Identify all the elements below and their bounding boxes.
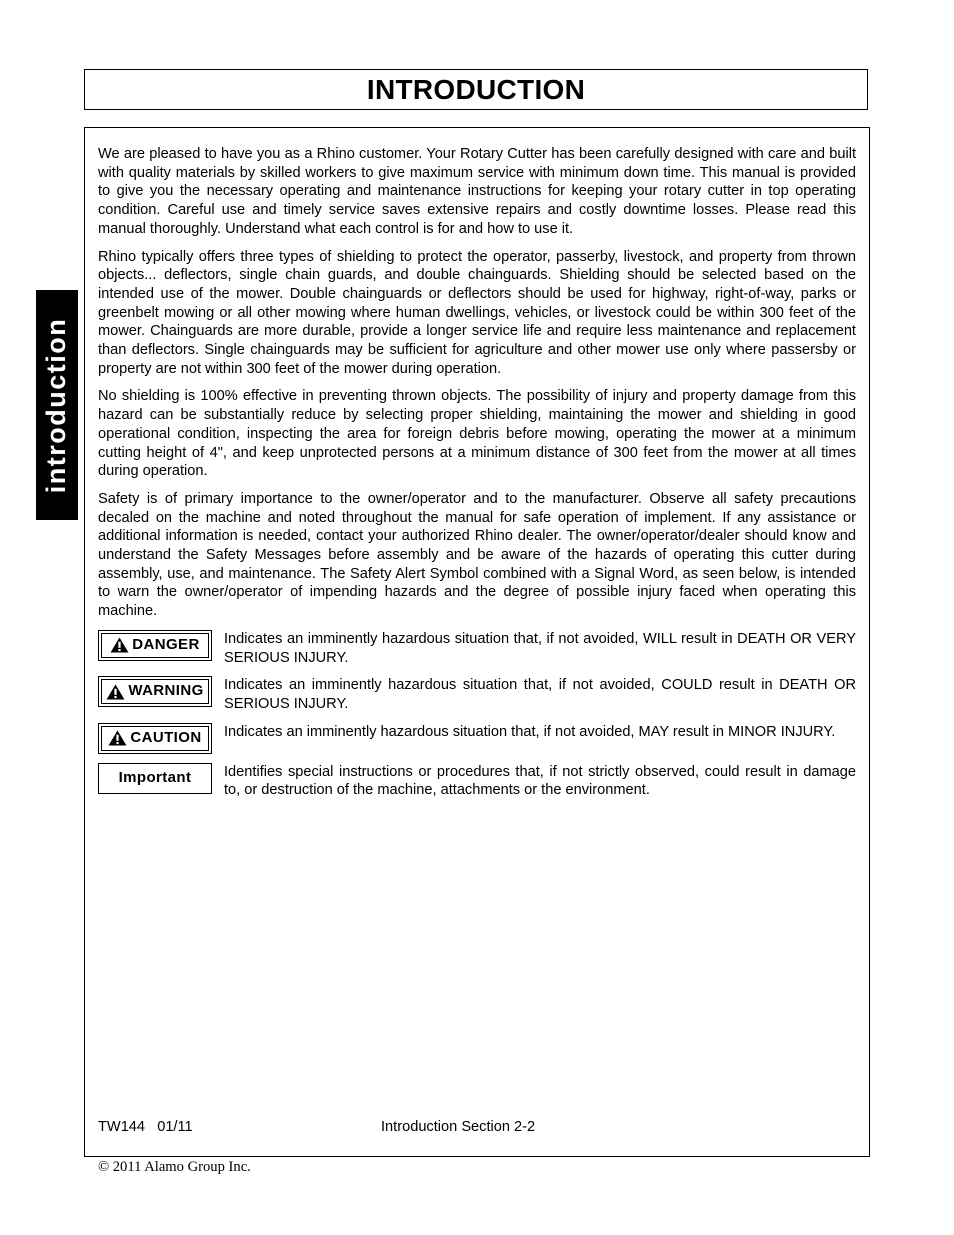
paragraph-shielding: Rhino typically offers three types of shielding to protect the operator, passerby, livestock, and property from thrown objects... deflectors, single chain guards, and double chainguards. Shielding should be selected based on the intended use of the mower. Double chainguards or deflectors should be used for highway, right-of-way, parks or greenbelt mowing or all other mowing where human dwellings, vehicles, or livestock could be within 300 feet of the mower. Chainguards are more durable, provide a longer service life and require less maintenance and replacement than deflectors. Single chainguards may be sufficient for agriculture and other mower use only where passersby or property are not within 300 feet of the mower during operation. [98,248,856,377]
important-badge [98,763,212,794]
important-word: Important [118,768,192,786]
safety-alert-triangle-icon [106,684,125,700]
caution-word: CAUTION [130,728,202,746]
caution-description: Indicates an imminently hazardous situation that, if not avoided, MAY result in MINOR INJURY. [224,723,836,740]
caution-badge [98,723,212,754]
danger-description: Indicates an imminently hazardous situation that, if not avoided, WILL result in DEATH OR VERY SERIOUS INJURY. [224,630,856,666]
page-header [84,69,868,110]
side-tab-label: introduction [41,317,72,493]
signal-row-danger [98,630,856,667]
important-description: Identifies special instructions or procedures that, if not strictly observed, could result in damage to, or destruction of the machine, attachments or the environment. [224,763,856,799]
signal-row-caution [98,723,856,754]
page-title: INTRODUCTION [366,73,586,105]
signal-row-warning [98,676,856,713]
body-text [98,145,856,809]
safety-alert-triangle-icon [110,637,129,653]
footer-doc-id: TW144 01/11 [98,1119,193,1135]
footer-section: Introduction Section 2-2 [381,1119,536,1135]
side-section-tab [36,290,78,520]
danger-word: DANGER [132,636,200,654]
copyright-notice: © 2011 Alamo Group Inc. [98,1159,251,1175]
signal-row-important [98,763,856,800]
paragraph-safety: Safety is of primary importance to the owner/operator and to the manufacturer. Observe all safety precautions decaled on the machine and noted throughout the manual for safe operation of implement. If any assistance or additional information is needed, contact your authorized Rhino dealer. The owner/operator/dealer should know and understand the Safety Messages before assembly and be aware of the hazards of operating this cutter during assembly, use, and maintenance. The Safety Alert Symbol combined with a Signal Word, as seen below, is intended to warn the owner/operator of impending hazards and the degree of possible injury faced when operating this machine. [98,490,856,620]
safety-alert-triangle-icon [108,730,127,746]
content-frame [84,127,870,1157]
paragraph-intro: We are pleased to have you as a Rhino customer. Your Rotary Cutter has been carefully designed with care and built with quality materials by skilled workers to give maximum service with minimum down time. This manual is provided to give you the necessary operating and maintenance instructions for keeping your rotary cutter in top operating condition. Careful use and timely service saves extensive repairs and costly downtime losses. Please read this manual thoroughly. Understand what each control is for and how to use it. [98,146,856,237]
paragraph-thrown-objects: No shielding is 100% effective in preventing thrown objects. The possibility of injury and property damage from this hazard can be substantially reduce by selecting proper shielding, maintaining the mower and shielding in good operational condition, inspecting the area for foreign debris before mowing, operating the mower at a minimum cutting height of 4", and keep unprotected persons at a minimum distance of 300 feet from the mower at all times during operation. [98,388,856,480]
warning-word: WARNING [128,682,204,700]
warning-badge [98,676,212,707]
danger-badge [98,630,212,661]
warning-description: Indicates an imminently hazardous situation that, if not avoided, COULD result in DEATH OR SERIOUS INJURY. [224,677,856,712]
